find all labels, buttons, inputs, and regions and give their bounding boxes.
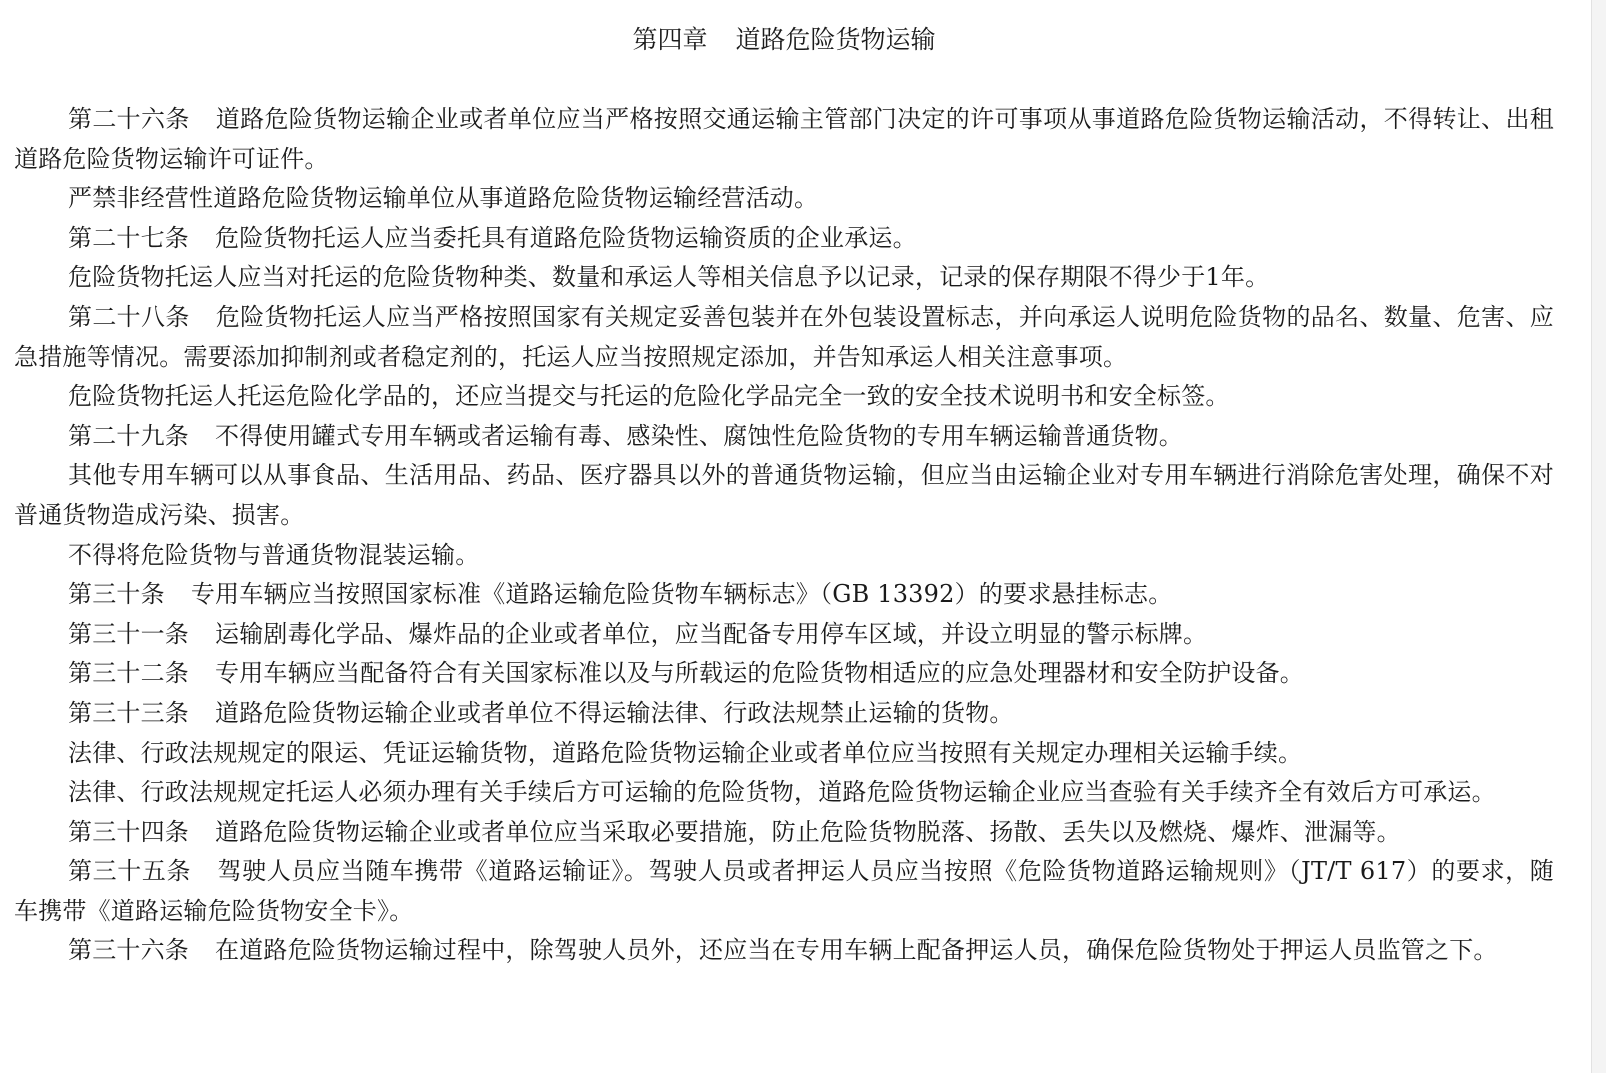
clause-paragraph xyxy=(14,456,1554,535)
article-number: 第二十八条 xyxy=(68,302,190,331)
article-paragraph xyxy=(14,931,1554,971)
article-number: 第三十三条 xyxy=(68,698,189,727)
chapter-body xyxy=(14,100,1554,971)
clause-paragraph xyxy=(14,179,1554,219)
article-number: 第三十条 xyxy=(68,580,165,609)
paragraph-text: 危险货物托运人应当对托运的危险货物种类、数量和承运人等相关信息予以记录，记录的保存期限不得少于1年。 xyxy=(68,263,1270,292)
paragraph-text: 危险货物托运人应当严格按照国家有关规定妥善包装并在外包装设置标志，并向承运人说明危险货物的品名、数量、危害、应急措施等情况。需要添加抑制剂或者稳定剂的，托运人应当按照规定添加，并告知承运人相关注意事项。 xyxy=(14,302,1554,371)
paragraph-text: 危险货物托运人应当委托具有道路危险货物运输资质的企业承运。 xyxy=(215,223,917,252)
article-paragraph xyxy=(14,813,1554,853)
article-paragraph xyxy=(14,694,1554,734)
article-paragraph xyxy=(14,219,1554,259)
chapter-number: 第四章 xyxy=(632,25,708,54)
article-number: 第三十二条 xyxy=(68,659,189,688)
paragraph-text: 危险货物托运人托运危险化学品的，还应当提交与托运的危险化学品完全一致的安全技术说明书和安全标签。 xyxy=(68,382,1230,411)
paragraph-text: 运输剧毒化学品、爆炸品的企业或者单位，应当配备专用停车区域，并设立明显的警示标牌。 xyxy=(215,619,1208,648)
article-number: 第三十五条 xyxy=(68,857,192,886)
paragraph-text: 驾驶人员应当随车携带《道路运输证》。驾驶人员或者押运人员应当按照《危险货物道路运输规则》（JT/T 617）的要求，随车携带《道路运输危险货物安全卡》。 xyxy=(14,857,1554,925)
clause-paragraph xyxy=(14,536,1554,576)
paragraph-text: 法律、行政法规规定的限运、凭证运输货物，道路危险货物运输企业或者单位应当按照有关规定办理相关运输手续。 xyxy=(68,738,1303,767)
article-paragraph xyxy=(14,615,1554,655)
paragraph-text: 不得使用罐式专用车辆或者运输有毒、感染性、腐蚀性危险货物的专用车辆运输普通货物。 xyxy=(215,421,1183,450)
paragraph-text: 严禁非经营性道路危险货物运输单位从事道路危险货物运输经营活动。 xyxy=(68,184,819,213)
article-number: 第二十六条 xyxy=(68,105,190,133)
article-paragraph xyxy=(14,654,1554,694)
article-number: 第二十九条 xyxy=(68,421,189,450)
paragraph-text: 不得将危险货物与普通货物混装运输。 xyxy=(68,540,480,569)
article-paragraph xyxy=(14,417,1554,457)
chapter-title: 道路危险货物运输 xyxy=(735,25,936,54)
article-number: 第二十七条 xyxy=(68,223,189,252)
article-paragraph xyxy=(14,852,1554,931)
article-paragraph xyxy=(14,100,1554,179)
paragraph-text: 专用车辆应当按照国家标准《道路运输危险货物车辆标志》（GB 13392）的要求悬挂标志。 xyxy=(190,580,1173,609)
vertical-scrollbar[interactable] xyxy=(1591,0,1606,1073)
clause-paragraph xyxy=(14,377,1554,417)
clause-paragraph xyxy=(14,258,1554,298)
paragraph-text: 法律、行政法规规定托运人必须办理有关手续后方可运输的危险货物，道路危险货物运输企业应当查验有关手续齐全有效后方可承运。 xyxy=(68,778,1496,807)
chapter-heading xyxy=(14,0,1554,80)
clause-paragraph xyxy=(14,773,1554,813)
paragraph-text: 其他专用车辆可以从事食品、生活用品、药品、医疗器具以外的普通货物运输，但应当由运输企业对专用车辆进行消除危害处理，确保不对普通货物造成污染、损害。 xyxy=(14,461,1554,529)
article-paragraph xyxy=(14,298,1554,377)
paragraph-text: 道路危险货物运输企业或者单位应当严格按照交通运输主管部门决定的许可事项从事道路危险货物运输活动，不得转让、出租道路危险货物运输许可证件。 xyxy=(14,105,1554,173)
article-number: 第三十四条 xyxy=(68,817,189,846)
document-page xyxy=(14,0,1554,1073)
paragraph-text: 专用车辆应当配备符合有关国家标准以及与所载运的危险货物相适应的应急处理器材和安全防护设备。 xyxy=(215,659,1304,688)
clause-paragraph xyxy=(14,734,1554,774)
paragraph-text: 道路危险货物运输企业或者单位应当采取必要措施，防止危险货物脱落、扬散、丢失以及燃烧、爆炸、泄漏等。 xyxy=(215,817,1401,846)
article-paragraph xyxy=(14,575,1554,615)
paragraph-text: 在道路危险货物运输过程中，除驾驶人员外，还应当在专用车辆上配备押运人员，确保危险货物处于押运人员监管之下。 xyxy=(215,936,1498,965)
article-number: 第三十六条 xyxy=(68,936,189,965)
paragraph-text: 道路危险货物运输企业或者单位不得运输法律、行政法规禁止运输的货物。 xyxy=(215,698,1014,727)
article-number: 第三十一条 xyxy=(68,619,189,648)
